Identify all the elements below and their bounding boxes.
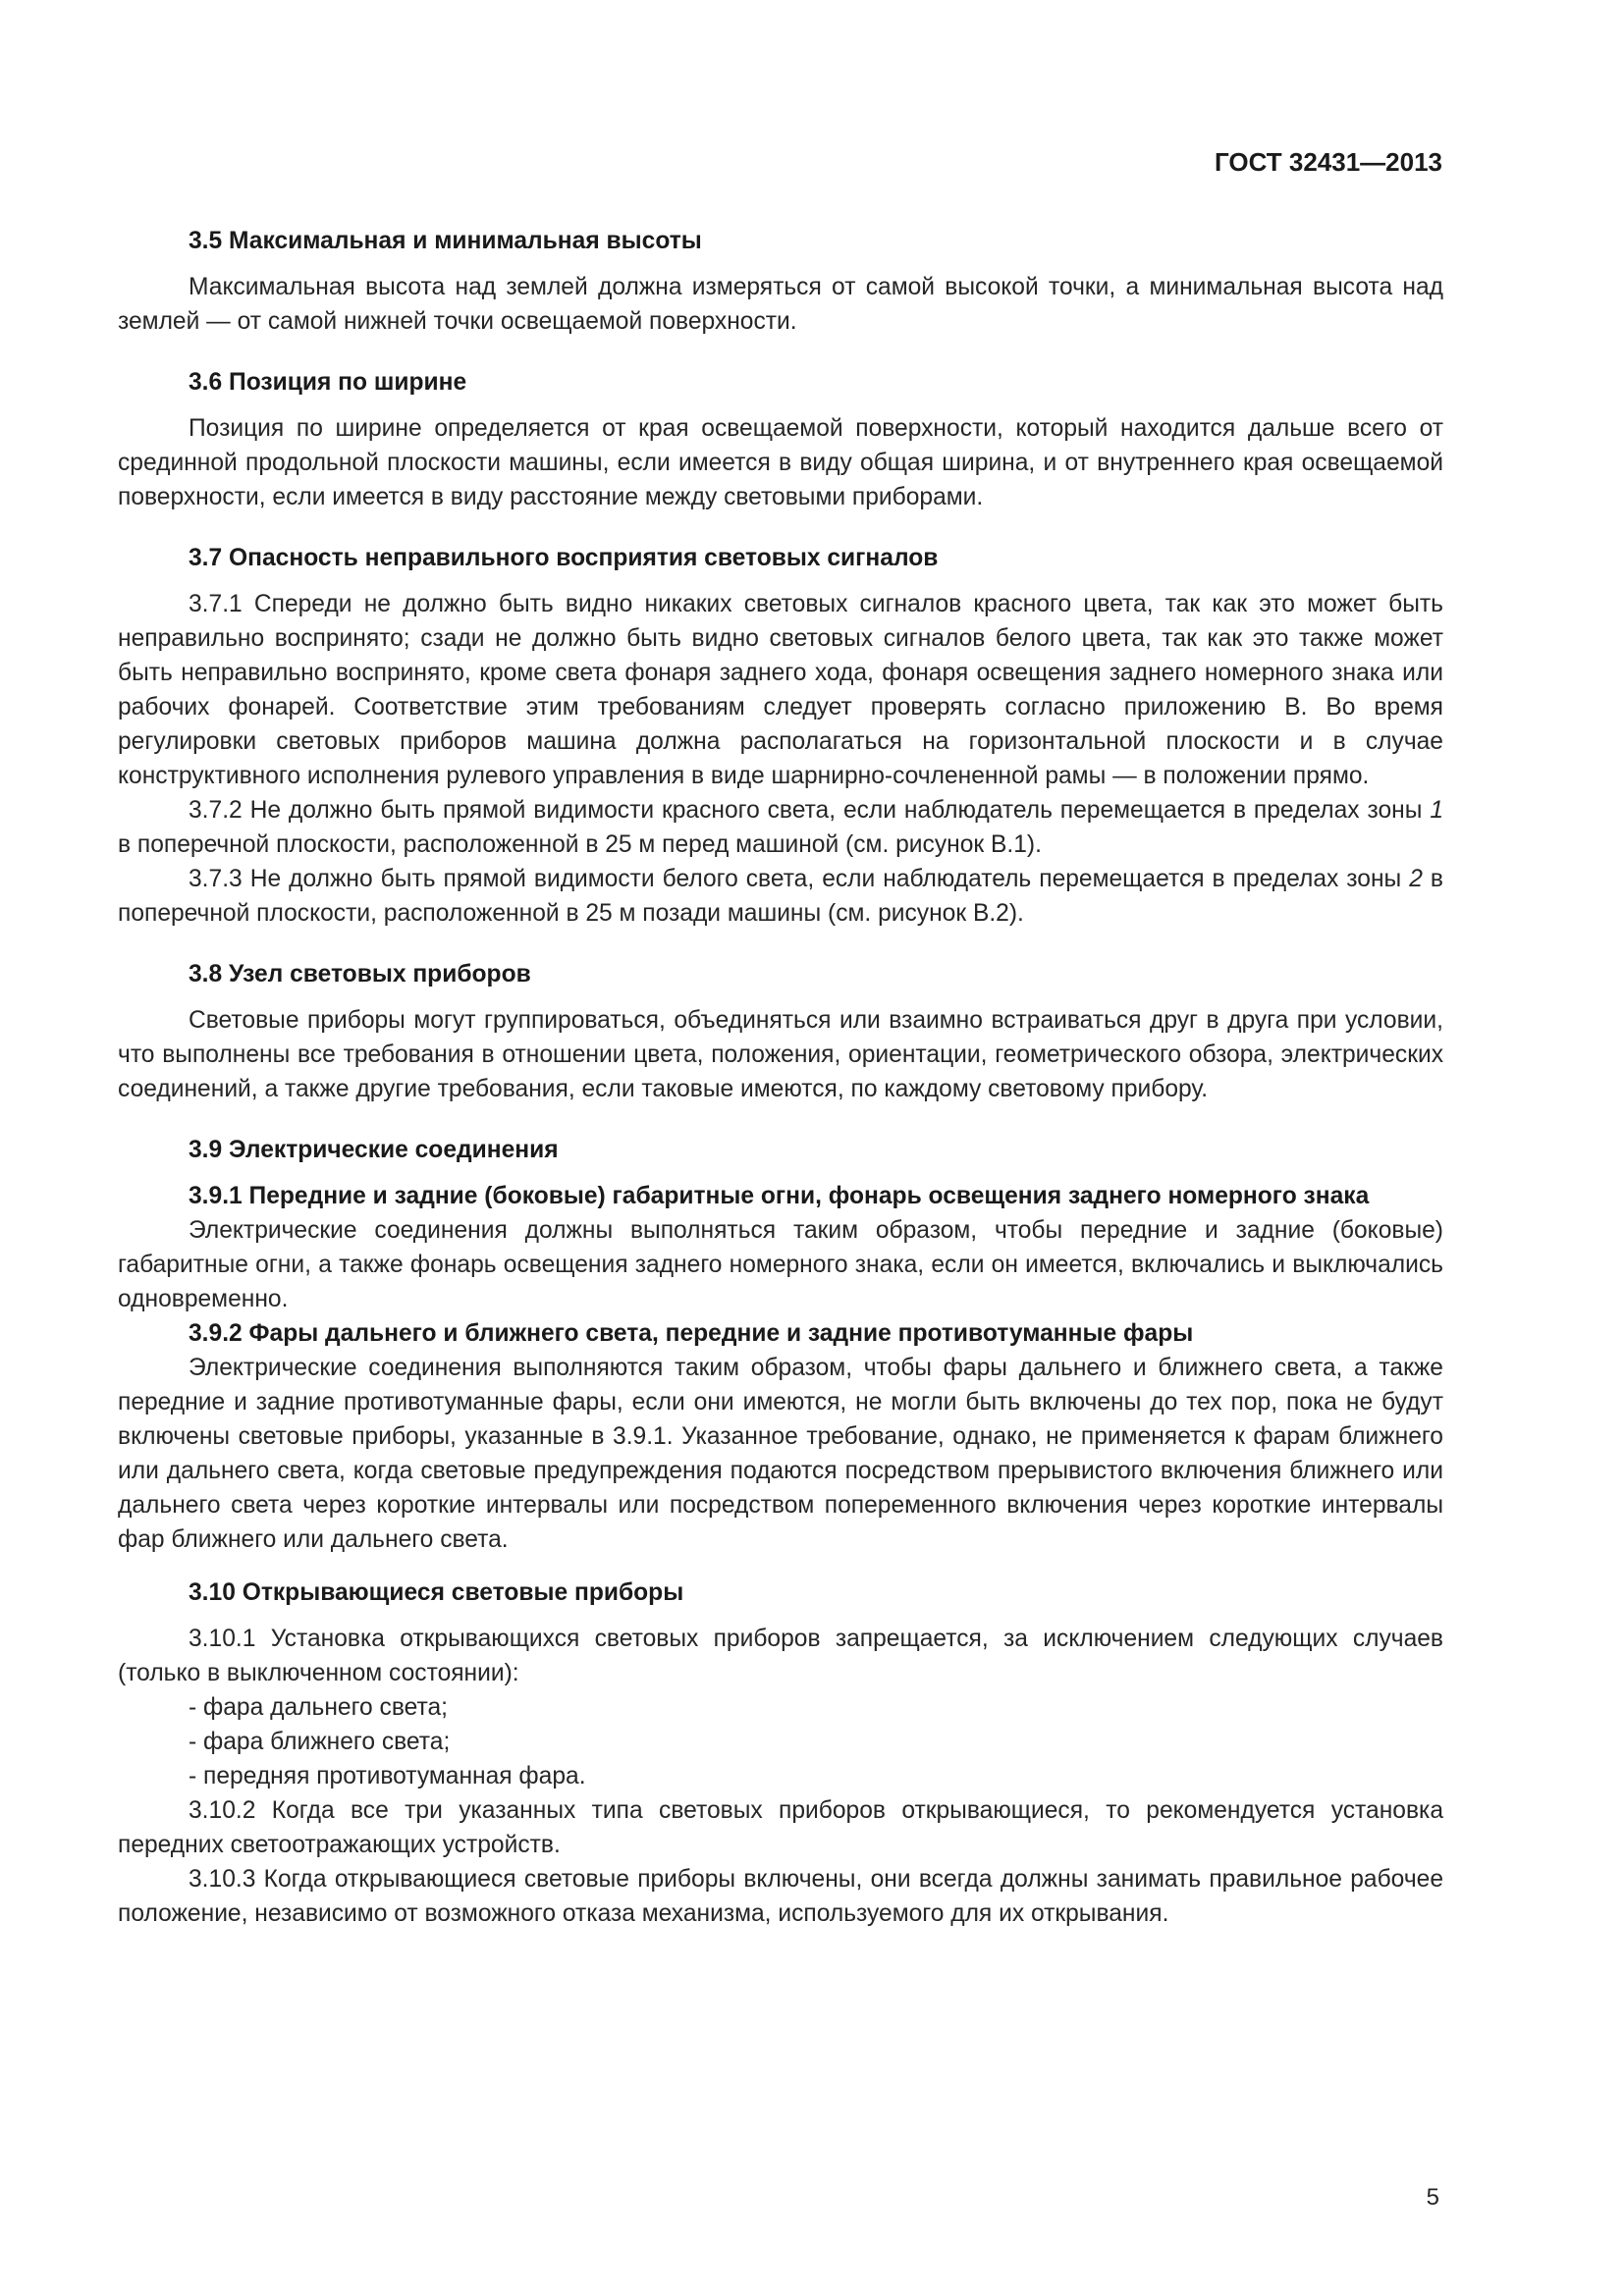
spacer xyxy=(118,258,1443,270)
section-3-6-paragraph: Позиция по ширине определяется от края освещаемой поверхности, который находится дальше всего от срединной продольной плоскости машины, если имеется в виду общая ширина, и от внутреннего края освещаемой поверхности, если имеется в виду расстояние между световыми приборами. xyxy=(118,415,1443,510)
section-3-10-1-paragraph: 3.10.1 Установка открывающихся световых приборов запрещается, за исключением следующих случаев (только в выключенном состоянии): xyxy=(118,1626,1443,1686)
list-item-front-fog-lamp: - передняя противотуманная фара. xyxy=(189,1763,586,1789)
spacer xyxy=(118,931,1443,957)
section-3-9-2-title: 3.9.2 Фары дальнего и ближнего света, передние и задние противотуманные фары xyxy=(189,1320,1194,1347)
spacer xyxy=(118,514,1443,541)
section-3-5-title: 3.5 Максимальная и минимальная высоты xyxy=(189,228,702,254)
section-3-7-3-text-start: 3.7.3 Не должно быть прямой видимости белого света, если наблюдатель перемещается в пределах зоны xyxy=(189,866,1410,892)
section-3-9-1-paragraph: Электрические соединения должны выполняться таким образом, чтобы передние и задние (боковые) габаритные огни, а также фонарь освещения заднего номерного знака, если он имеется, включались и выключались одновременно. xyxy=(118,1217,1443,1312)
spacer xyxy=(118,400,1443,411)
section-3-7-2-text-end: в поперечной плоскости, расположенной в 25 м перед машиной (см. рисунок В.1). xyxy=(118,831,1042,858)
page-number: 5 xyxy=(1426,2184,1439,2211)
spacer xyxy=(118,1167,1443,1179)
list-item-high-beam: - фара дальнего света; xyxy=(189,1694,448,1721)
section-3-7-title: 3.7 Опасность неправильного восприятия световых сигналов xyxy=(189,545,939,571)
section-3-7-1-paragraph: 3.7.1 Спереди не должно быть видно никаких световых сигналов красного цвета, так как это может быть неправильно воспринято; сзади не должно быть видно световых сигналов белого цвета, так как это также может быть неправильно воспринято, кроме света фонаря заднего хода, фонаря освещения заднего номерного знака или рабочих фонарей. Соответствие этим требованиям следует проверять согласно приложению В. Во время регулировки световых приборов машина должна располагаться на горизонтальной плоскости и в случае конструктивного исполнения рулевого управления в виде шарнирно-сочлененной рамы — в положении прямо. xyxy=(118,591,1443,789)
spacer xyxy=(118,1610,1443,1622)
list-item-low-beam: - фара ближнего света; xyxy=(189,1729,451,1755)
section-3-10-3-paragraph: 3.10.3 Когда открывающиеся световые приборы включены, они всегда должны занимать правильное рабочее положение, независимо от возможного отказа механизма, используемого для их открывания. xyxy=(118,1866,1443,1927)
section-3-7-3-text-end: в поперечной плоскости, расположенной в 25 м позади машины (см. рисунок В.2). xyxy=(118,866,1443,927)
document-header: ГОСТ 32431—2013 xyxy=(1215,147,1442,177)
section-3-9-title: 3.9 Электрические соединения xyxy=(189,1137,559,1163)
spacer xyxy=(118,575,1443,587)
section-3-8-paragraph: Световые приборы могут группироваться, объединяться или взаимно встраиваться друг в друга при условии, что выполнены все требования в отношении цвета, положения, ориентации, геометрического обзора, электрических соединений, а также другие требования, если таковые имеются, по каждому световому прибору. xyxy=(118,1007,1443,1102)
section-3-10-title: 3.10 Открывающиеся световые приборы xyxy=(189,1579,684,1606)
spacer xyxy=(118,991,1443,1003)
zone-number: 1 xyxy=(1430,797,1443,824)
section-3-5-paragraph: Максимальная высота над землей должна измеряться от самой высокой точки, а минимальная высота над землей — от самой нижней точки освещаемой поверхности. xyxy=(118,274,1443,335)
section-3-9-1-title: 3.9.1 Передние и задние (боковые) габаритные огни, фонарь освещения заднего номерного знака xyxy=(189,1183,1370,1209)
section-3-7-2-text-start: 3.7.2 Не должно быть прямой видимости красного света, если наблюдатель перемещается в пределах зоны xyxy=(189,797,1431,824)
section-3-9-2-paragraph: Электрические соединения выполняются таким образом, чтобы фары дальнего и ближнего света, а также передние и задние противотуманные фары, если они имеются, не могли быть включены до тех пор, пока не будут включены световые приборы, указанные в 3.9.1. Указанное требование, однако, не применяется к фарам ближнего или дальнего света, когда световые предупреждения подаются посредством прерывистого включения ближнего или дальнего света через короткие интервалы или посредством попеременного включения через короткие интервалы фар ближнего или дальнего света. xyxy=(118,1355,1443,1553)
spacer xyxy=(118,339,1443,365)
spacer xyxy=(118,1106,1443,1133)
section-3-7-2-paragraph xyxy=(118,793,1443,862)
section-3-8-title: 3.8 Узел световых приборов xyxy=(189,961,531,988)
section-3-6-title: 3.6 Позиция по ширине xyxy=(189,369,467,396)
spacer xyxy=(118,1557,1443,1575)
zone-number: 2 xyxy=(1409,866,1423,892)
section-3-10-2-paragraph: 3.10.2 Когда все три указанных типа световых приборов открывающиеся, то рекомендуется установка передних светоотражающих устройств. xyxy=(118,1797,1443,1858)
document-body xyxy=(118,224,1443,1931)
section-3-7-3-paragraph xyxy=(118,862,1443,931)
